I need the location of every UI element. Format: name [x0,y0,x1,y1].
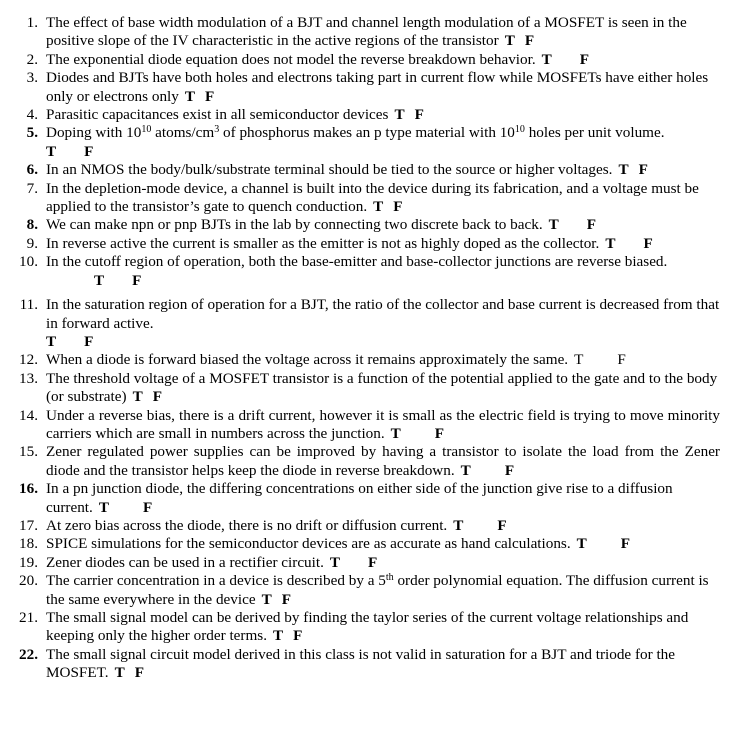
question-item-18 [12,535,720,553]
question-text: Zener regulated power supplies can be improved by having a transistor to isolate the load from the Zener diode and the transistor helps keep the diode in reverse breakdown. T F [46,443,720,479]
question-number: 19. [19,553,38,571]
question-text: The threshold voltage of a MOSFET transistor is a function of the potential applied to the gate and to the body (or substrate) T F [46,369,718,406]
question-text: We can make npn or pnp BJTs in the lab by connecting two discrete back to back. T F [46,216,597,234]
question-item-1 [12,14,720,51]
question-item-5 [12,124,720,161]
answer-false[interactable]: F [620,535,631,553]
question-item-15 [12,443,720,480]
question-text: In the depletion-mode device, a channel is built into the device during its fabrication, and a voltage must be applied to the transistor’s gate to quench conduction. T F [46,179,699,216]
answer-false[interactable]: F [643,234,653,252]
question-text: Doping with $10^{10}$ atoms/$cm^3$ of phosphorus makes an p type material with $10^{10}$ holes per unit volume. T F [46,124,665,160]
answer-false[interactable]: F [586,216,597,234]
question-item-14 [12,407,720,444]
question-item-9 [12,235,720,253]
question-number: 2. [26,50,38,68]
question-number: 4. [26,106,38,124]
question-text: Under a reverse bias, there is a drift current, however it is small as the electric field is trying to move minority carriers which are small in numbers across the junction. T F [46,406,720,442]
question-item-22 [12,646,720,683]
answer-false[interactable]: F [414,106,424,124]
answer-false[interactable]: F [617,351,626,369]
question-item-11 [12,296,720,351]
answer-false[interactable]: F [152,388,162,406]
question-text: The exponential diode equation does not model the reverse breakdown behavior. T F [46,50,590,68]
answer-true[interactable]: T [373,198,384,216]
question-text: In reverse active the current is smaller as the emitter is not as highly doped as the collector. T F [46,234,653,252]
question-item-20 [12,572,720,609]
answer-true[interactable]: T [273,627,284,645]
question-item-2 [12,51,720,69]
answer-false[interactable]: F [142,498,153,516]
question-text: Diodes and BJTs have both holes and electrons taking part in current flow while MOSFETs have either holes only or electrons only T F [46,69,709,105]
question-number: 17. [19,516,38,534]
question-item-17 [12,517,720,535]
question-item-13 [12,370,720,407]
answer-false[interactable]: F [504,461,515,479]
question-item-16 [12,480,720,517]
question-number: 21. [19,609,38,626]
question-number: 16. [19,480,38,498]
question-item-12 [12,351,720,369]
answer-false[interactable]: F [281,590,291,608]
answer-false[interactable]: F [134,664,145,682]
question-item-7 [12,180,720,217]
answer-true[interactable]: T [548,216,559,234]
answer-false[interactable]: F [579,50,590,68]
true-false-question-list [12,14,720,683]
question-text: In a pn junction diode, the differing concentrations on either side of the junction give rise to a diffusion current. T F [46,480,673,516]
answer-false[interactable]: F [132,271,142,289]
question-number: 9. [26,234,38,252]
answer-true[interactable]: T [390,424,401,442]
question-item-10 [12,253,720,290]
answer-true[interactable]: T [460,461,471,479]
question-number: 11. [19,296,38,314]
question-text: SPICE simulations for the semiconductor devices are as accurate as hand calculations. T F [46,535,631,553]
question-number: 6. [26,161,38,179]
question-text: The effect of base width modulation of a BJT and channel length modulation of a MOSFET is seen in the positive slope of the IV characteristic in the active regions of the transistor T F [46,14,687,50]
question-text: The carrier concentration in a device is described by a 5th order polynomial equation. The diffusion current is the same everywhere in the device T F [46,572,709,608]
answer-false[interactable]: F [293,627,303,645]
question-number: 10. [19,253,38,271]
answer-false[interactable]: F [84,142,94,160]
answer-false[interactable]: F [497,516,507,534]
answer-false[interactable]: F [638,161,648,179]
question-number: 12. [19,351,38,369]
answer-true[interactable]: T [46,142,57,160]
answer-false[interactable]: F [205,87,215,105]
answer-true[interactable]: T [98,498,109,516]
question-number: 13. [19,369,38,387]
question-text: In the cutoff region of operation, both the base-emitter and base-collector junctions are reverse biased. T F [46,253,668,289]
question-item-3 [12,69,720,106]
question-number: 14. [19,406,38,424]
answer-true[interactable]: T [132,388,143,406]
answer-false[interactable]: F [524,32,535,50]
answer-true[interactable]: T [574,351,584,369]
answer-true[interactable]: T [394,106,405,124]
answer-true[interactable]: T [329,553,341,571]
question-number: 22. [19,645,38,663]
question-number: 18. [19,535,38,553]
question-item-8 [12,216,720,234]
question-number: 15. [19,443,38,461]
question-item-4 [12,106,720,124]
question-item-21 [12,609,720,646]
question-number: 8. [26,216,38,234]
question-text: Parasitic capacitances exist in all semiconductor devices T F [46,106,424,124]
answer-true[interactable]: T [114,664,125,682]
question-number: 3. [26,69,38,87]
question-text: In the saturation region of operation for a BJT, the ratio of the collector and base current is decreased from that in forward active. T F [46,296,720,350]
answer-false[interactable]: F [393,198,403,216]
question-text: At zero bias across the diode, there is no drift or diffusion current. T F [46,516,507,534]
answer-true[interactable]: T [261,590,272,608]
answer-true[interactable]: T [46,332,57,350]
question-text: The small signal model can be derived by finding the taylor series of the current voltage relationships and keeping only the higher order terms. T F [46,609,689,645]
answer-true[interactable]: T [576,535,587,553]
answer-false[interactable]: F [84,332,94,350]
question-number: 7. [26,179,38,197]
question-text: In an NMOS the body/bulk/substrate terminal should be tied to the source or higher voltages. T F [46,161,648,179]
answer-false[interactable]: F [368,553,378,571]
question-number: 5. [26,124,38,142]
answer-false[interactable]: F [434,424,445,442]
answer-true[interactable]: T [618,161,629,179]
answer-true[interactable]: T [184,87,196,105]
question-number: 20. [19,572,38,590]
question-number: 1. [26,14,38,31]
answer-true[interactable]: T [541,50,552,68]
answer-true[interactable]: T [453,516,464,534]
question-item-6 [12,161,720,179]
question-text: When a diode is forward biased the voltage across it remains approximately the same. T F [46,351,626,369]
answer-true[interactable]: T [504,32,515,50]
answer-true[interactable]: T [605,234,616,252]
question-text: Zener diodes can be used in a rectifier circuit. T F [46,553,378,571]
answer-true[interactable]: T [94,271,105,289]
question-item-19 [12,554,720,572]
question-text: The small signal circuit model derived in this class is not valid in saturation for a BJT and triode for the MOSFET. T F [46,645,676,682]
